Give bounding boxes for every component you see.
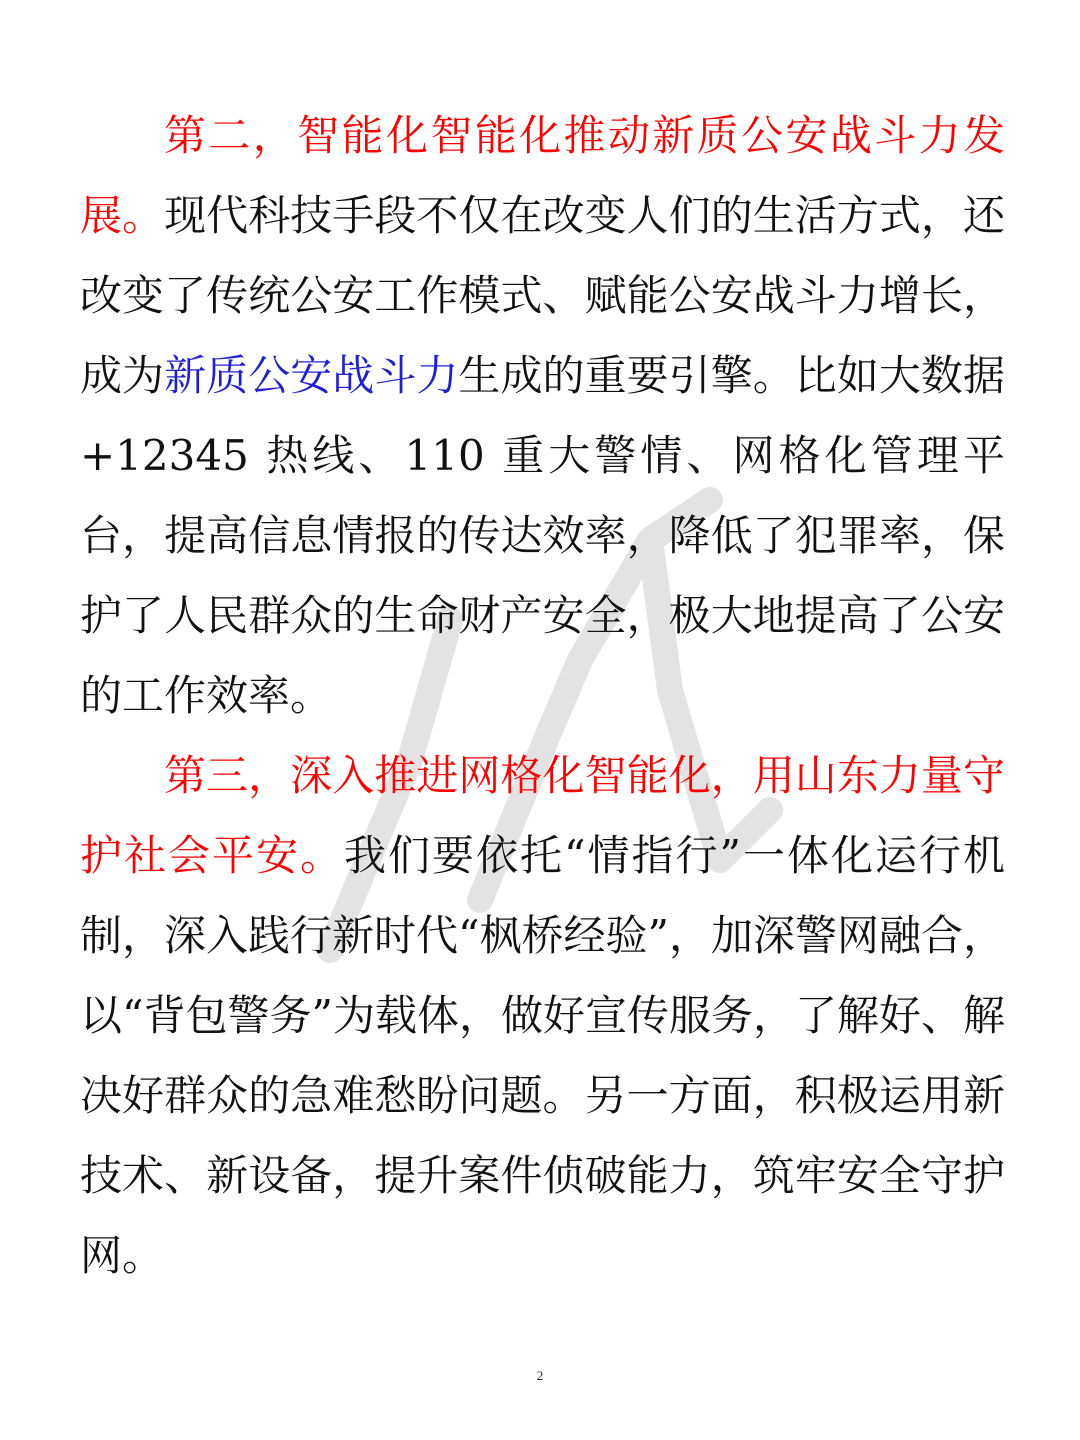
paragraph-third-text: 我们要依托“情指行”一体化运行机制，深入践行新时代“枫桥经验”，加深警网融合，以“背包警务”为载体，做好宣传服务，了解好、解决好群众的急难愁盼问题。另一方面，积极运用新技术、新设备，提升案件侦破能力，筑牢安全守护网。 <box>80 831 1005 1280</box>
page-number: 2 <box>536 1368 544 1383</box>
paragraph-second-highlight: 新质公安战斗力 <box>164 351 459 400</box>
document-body <box>80 96 1005 1296</box>
paragraph-third <box>80 736 1005 1296</box>
paragraph-second <box>80 96 1005 736</box>
paragraph-third-heading: 第三，深入推进网格化智能化，用山东力量守护社会平安。 <box>80 751 1005 880</box>
paragraph-second-text-after: 生成的重要引擎。比如大数据+12345 热线、110 重大警情、网格化管理平台，提高信息情报的传达效率，降低了犯罪率，保护了人民群众的生命财产安全，极大地提高了公安的工作效率。 <box>80 351 1005 720</box>
paragraph-second-text-before: 现代科技手段不仅在改变人们的生活方式，还改变了传统公安工作模式、赋能公安战斗力增长，成为 <box>80 191 1005 400</box>
paragraph-second-heading: 第二，智能化智能化推动新质公安战斗力发展。 <box>80 111 1005 240</box>
